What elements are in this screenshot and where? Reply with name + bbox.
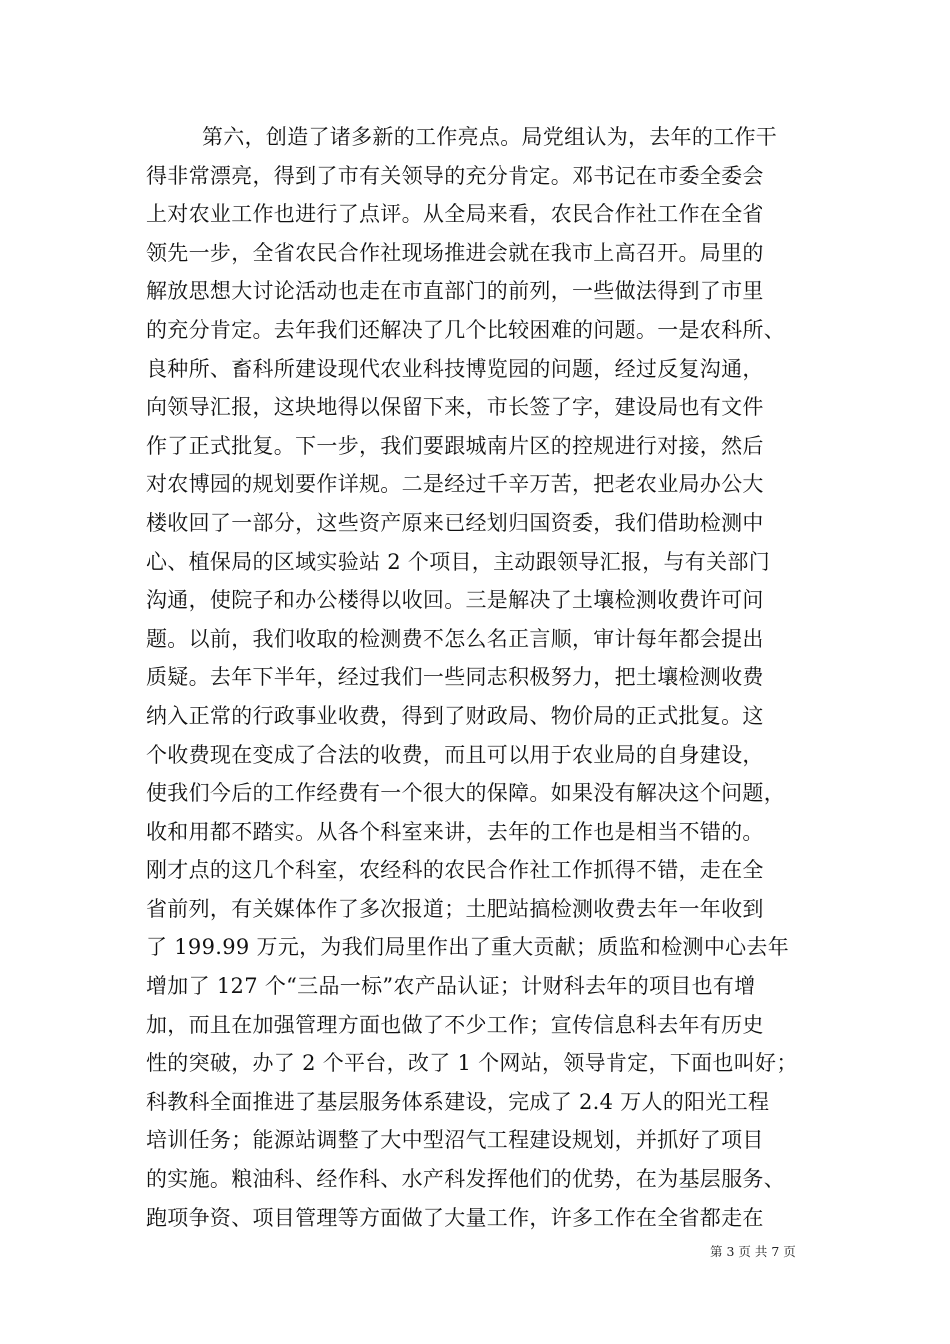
text-line: 楼收回了一部分，这些资产原来已经划归国资委，我们借助检测中 — [146, 510, 764, 535]
text-line: 科教科全面推进了基层服务体系建设，完成了 2.4 万人的阳光工程 — [146, 1089, 770, 1114]
text-line: 沟通，使院子和办公楼得以收回。三是解决了土壤检测收费许可问 — [146, 588, 764, 613]
text-line: 刚才点的这几个科室，农经科的农民合作社工作抓得不错，走在全 — [146, 858, 764, 883]
text-line: 上对农业工作也进行了点评。从全局来看，农民合作社工作在全省 — [146, 202, 764, 227]
text-line: 收和用都不踏实。从各个科室来讲，去年的工作也是相当不错的。 — [146, 819, 764, 844]
text-line: 解放思想大讨论活动也走在市直部门的前列，一些做法得到了市里 — [146, 279, 764, 304]
text-line: 的充分肯定。去年我们还解决了几个比较困难的问题。一是农科所、 — [146, 317, 785, 342]
text-line: 了 199.99 万元，为我们局里作出了重大贡献；质监和检测中心去年 — [146, 935, 790, 960]
text-line: 对农博园的规划要作详规。二是经过千辛万苦，把老农业局办公大 — [146, 472, 764, 497]
text-line: 得非常漂亮，得到了市有关领导的充分肯定。邓书记在市委全委会 — [146, 163, 764, 188]
text-line: 性的突破，办了 2 个平台，改了 1 个网站，领导肯定，下面也叫好； — [146, 1051, 798, 1076]
text-line: 作了正式批复。下一步，我们要跟城南片区的控规进行对接，然后 — [146, 433, 764, 458]
text-line: 第六，创造了诸多新的工作亮点。局党组认为，去年的工作干 — [202, 125, 778, 149]
body-paragraph — [146, 118, 818, 1237]
text-line: 培训任务；能源站调整了大中型沼气工程建设规划，并抓好了项目 — [146, 1128, 764, 1153]
page-number-footer: 第 3 页 共 7 页 — [710, 1244, 796, 1259]
text-line: 使我们今后的工作经费有一个很大的保障。如果没有解决这个问题， — [146, 781, 785, 806]
text-line: 的实施。粮油科、经作科、水产科发挥他们的优势，在为基层服务、 — [146, 1167, 785, 1192]
text-line: 领先一步，全省农民合作社现场推进会就在我市上高召开。局里的 — [146, 240, 764, 265]
text-line: 省前列，有关媒体作了多次报道；土肥站搞检测收费去年一年收到 — [146, 896, 764, 921]
text-line: 增加了 127 个“三品一标”农产品认证；计财科去年的项目也有增 — [146, 974, 756, 999]
text-line: 题。以前，我们收取的检测费不怎么名正言顺，审计每年都会提出 — [146, 626, 764, 651]
text-line: 加，而且在加强管理方面也做了不少工作；宣传信息科去年有历史 — [146, 1012, 764, 1037]
text-line: 心、植保局的区域实验站 2 个项目，主动跟领导汇报，与有关部门 — [146, 549, 771, 574]
text-line: 跑项争资、项目管理等方面做了大量工作，许多工作在全省都走在 — [146, 1205, 764, 1230]
text-line: 纳入正常的行政事业收费，得到了财政局、物价局的正式批复。这 — [146, 703, 764, 728]
text-line: 向领导汇报，这块地得以保留下来，市长签了字，建设局也有文件 — [146, 395, 764, 420]
text-line: 质疑。去年下半年，经过我们一些同志积极努力，把土壤检测收费 — [146, 665, 764, 690]
text-line: 个收费现在变成了合法的收费，而且可以用于农业局的自身建设， — [146, 742, 764, 767]
text-line: 良种所、畜科所建设现代农业科技博览园的问题，经过反复沟通， — [146, 356, 764, 381]
